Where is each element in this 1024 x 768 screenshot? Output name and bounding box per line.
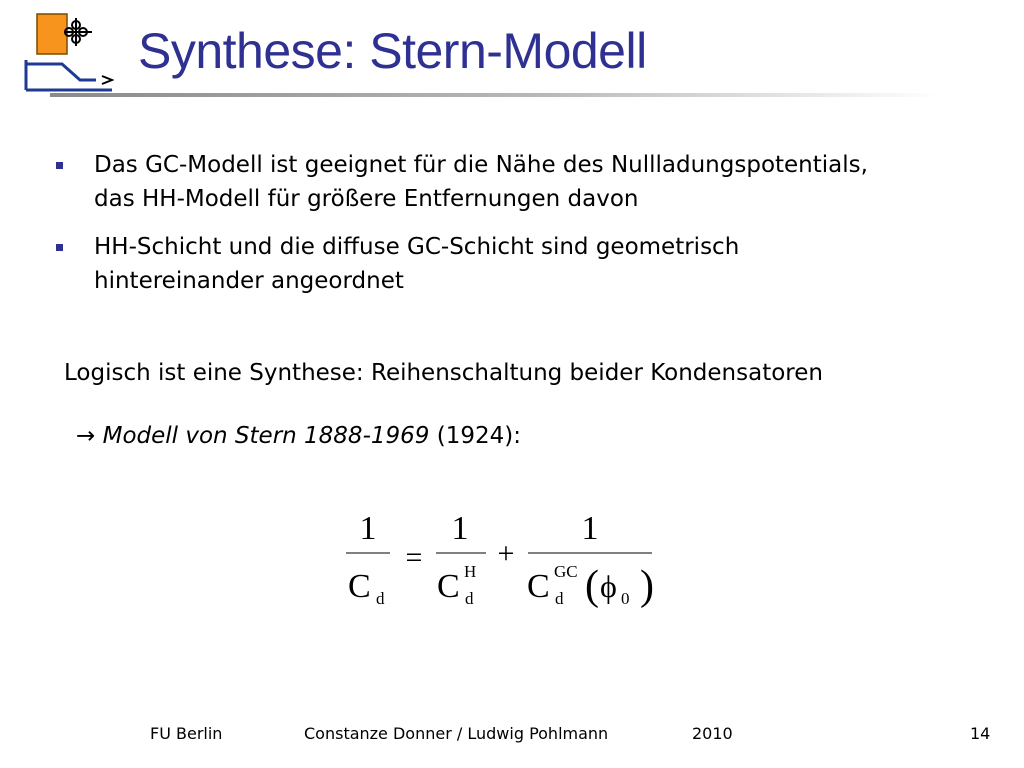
formula-sub-1: d [376,589,385,608]
formula-equals: = [405,541,423,574]
footer-institution: FU Berlin [150,724,223,743]
formula-phi-sub: 0 [621,589,630,608]
formula-rparen: ) [640,563,654,609]
slide-title: Synthese: Stern-Modell [138,23,647,79]
stern-model-name: Modell von Stern 1888-1969 [102,423,430,449]
stern-reference [76,423,521,449]
formula-cap-2: C [437,568,460,605]
formula-numerator-2: 1 [451,510,469,547]
stern-year: (1924): [436,423,521,449]
bullet-text: Das GC-Modell ist geeignet für die Nähe des Nullladungspotentials, das HH-Modell für größere Entfernungen davon [94,152,868,212]
bullet-marker-icon [56,244,63,251]
formula-cap-3: C [527,568,550,605]
footer-year: 2010 [692,724,733,743]
footer-page-number: 14 [970,724,991,743]
footer-authors: Constanze Donner / Ludwig Pohlmann [304,724,609,743]
logic-statement: Logisch ist eine Synthese: Reihenschaltung beider Kondensatoren [64,360,823,386]
bullet-item [56,230,956,298]
formula-sup-gc: GC [554,562,578,581]
formula-sub-2: d [465,589,474,608]
formula-sub-3: d [555,589,564,608]
stern-formula [340,505,660,615]
formula-numerator-1: 1 [359,510,377,547]
formula-numerator-3: 1 [581,510,599,547]
bullet-text: HH-Schicht und die diffuse GC-Schicht sind geometrisch hintereinander angeordnet [94,234,740,294]
formula-phi: ϕ [600,568,617,604]
bullet-item [56,148,956,216]
arrow-icon: → [76,423,96,449]
logo-icon [22,10,114,100]
bullet-list [56,148,956,312]
formula-lparen: ( [585,563,599,609]
formula-cap-1: C [348,568,371,605]
formula-plus: + [497,537,515,570]
title-divider [50,93,940,97]
formula-sup-h: H [464,562,477,581]
bullet-marker-icon [56,162,63,169]
